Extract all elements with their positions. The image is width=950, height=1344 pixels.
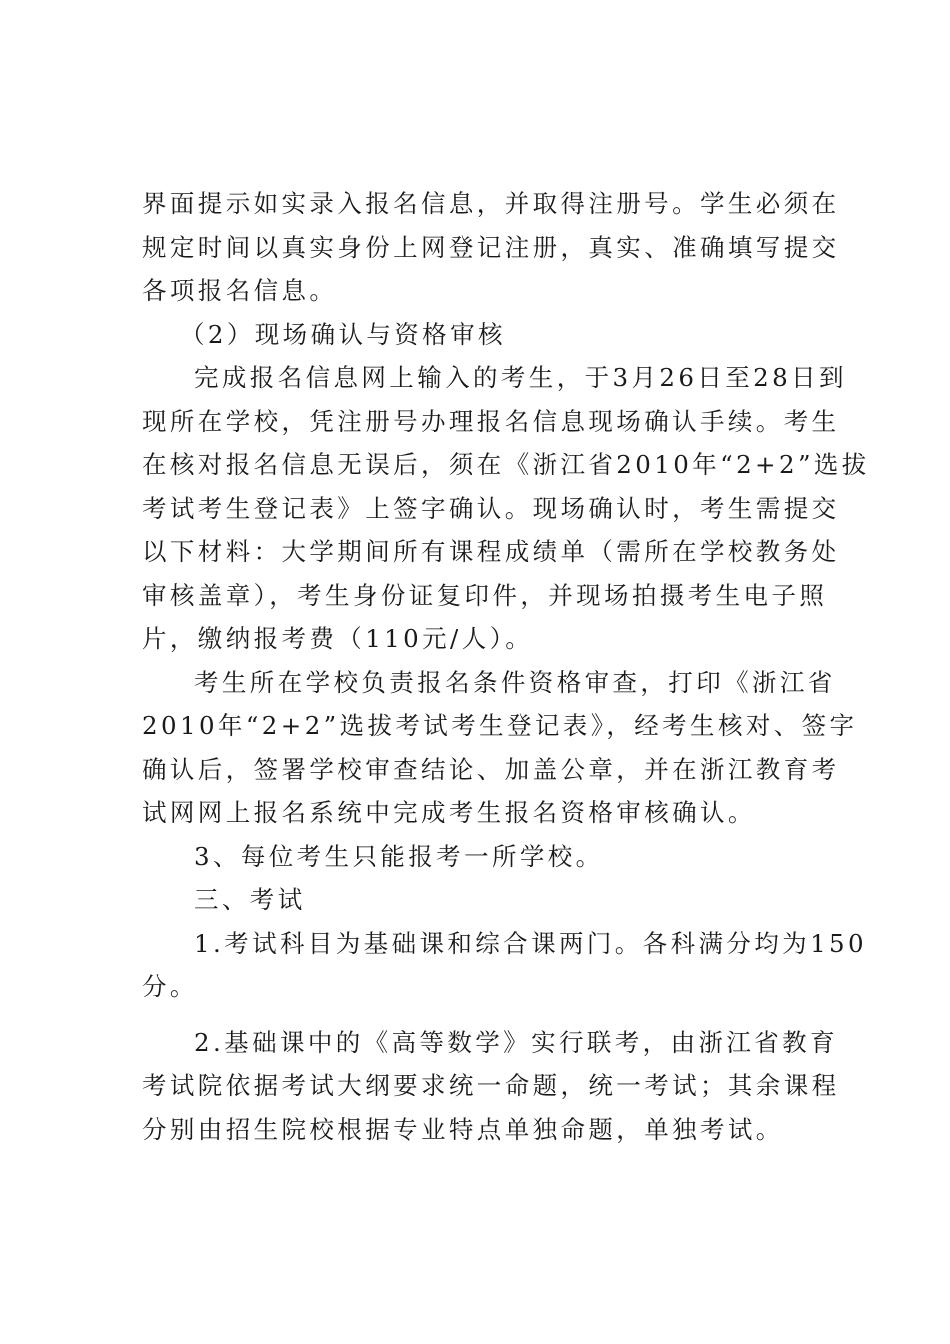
text-line: 确认后，签署学校审查结论、加盖公章，并在浙江教育考 xyxy=(142,754,840,784)
text-line: 规定时间以真实身份上网登记注册，真实、准确填写提交 xyxy=(142,232,840,262)
text-line: 1.考试科目为基础课和综合课两门。各科满分均为150 xyxy=(194,928,868,958)
text-line: 考生所在学校负责报名条件资格审查，打印《浙江省 xyxy=(194,667,836,697)
text-line: 分别由招生院校根据专业特点单独命题，单独考试。 xyxy=(142,1114,784,1144)
text-line: 以下材料：大学期间所有课程成绩单（需所在学校教务处 xyxy=(142,537,840,566)
list-item-one-school: 3、每位考生只能报考一所学校。 xyxy=(194,841,604,871)
text-line: 考试院依据考试大纲要求统一命题，统一考试；其余课程 xyxy=(142,1071,840,1100)
text-line: 分。 xyxy=(142,972,198,1001)
section-heading-exam: 三、考试 xyxy=(194,885,306,914)
text-line: 现所在学校，凭注册号办理报名信息现场确认手续。考生 xyxy=(142,406,840,436)
text-line: 2.基础课中的《高等数学》实行联考，由浙江省教育 xyxy=(194,1027,838,1057)
document-body xyxy=(142,182,870,1151)
section-heading-onsite-confirmation: （2）现场确认与资格审核 xyxy=(180,319,506,349)
text-line: 完成报名信息网上输入的考生，于3月26日至28日到 xyxy=(194,363,847,392)
text-line: 各项报名信息。 xyxy=(142,276,338,305)
text-line: 考试考生登记表》上签字确认。现场确认时，考生需提交 xyxy=(142,493,840,523)
text-line: 界面提示如实录入报名信息，并取得注册号。学生必须在 xyxy=(142,189,840,218)
text-line: 试网网上报名系统中完成考生报名资格审核确认。 xyxy=(142,798,756,827)
paragraph-gap xyxy=(142,1009,812,1021)
text-line: 片，缴纳报考费（110元/人）。 xyxy=(142,624,534,653)
text-line: 在核对报名信息无误后，须在《浙江省2010年“2+2”选拔 xyxy=(142,450,870,479)
text-line: 审核盖章），考生身份证复印件，并现场拍摄考生电子照 xyxy=(142,580,828,610)
text-line: 2010年“2+2”选拔考试考生登记表》，经考生核对、签字 xyxy=(142,711,858,740)
